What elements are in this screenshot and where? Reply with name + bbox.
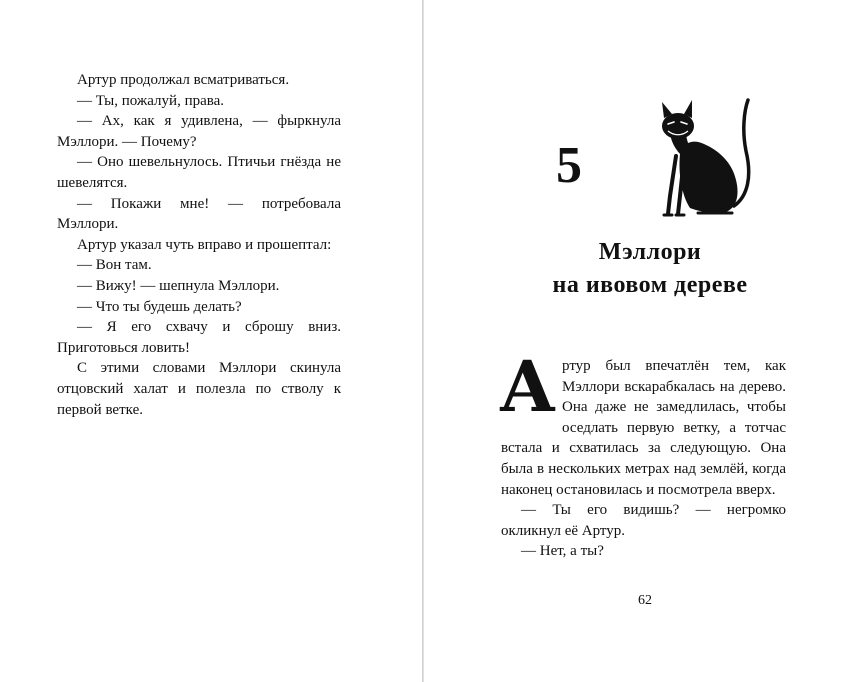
right-page <box>424 0 847 682</box>
paragraph: — Оно шевельнулось. Птичьи гнёзда не шевелятся. <box>57 154 341 191</box>
right-page-text <box>499 345 786 562</box>
paragraph: — Что ты будешь делать? <box>77 298 242 315</box>
chapter-title-line: Мэллори <box>598 239 702 265</box>
paragraph: — Я его схвачу и сброшу вниз. Приготовься ловить! <box>57 319 341 356</box>
chapter-number: 5 <box>556 137 582 194</box>
paragraph: — Вижу! — шепнула Мэллори. <box>77 277 280 294</box>
paragraph: — Ах, как я удивлена, — фыркнула Мэллори. — Почему? <box>57 113 341 150</box>
paragraph: — Ты его видишь? — негромко окликнул её Артур. <box>501 502 786 539</box>
cat-icon <box>652 96 756 220</box>
paragraph: Артур продолжал всматриваться. <box>77 72 290 88</box>
first-paragraph <box>499 345 786 500</box>
left-page <box>0 0 422 682</box>
paragraph: — Покажи мне! — потребовала Мэллори. <box>57 195 341 233</box>
paragraph: — Нет, а ты? <box>521 543 604 560</box>
page-number: 62 <box>638 593 652 608</box>
chapter-title <box>500 236 800 302</box>
paragraph: — Вон там. <box>77 257 152 274</box>
chapter-title-line: на ивовом дереве <box>552 272 748 298</box>
paragraph: Артур указал чуть вправо и прошептал: <box>77 236 332 253</box>
drop-cap: А <box>499 345 557 428</box>
paragraph: С этими словами Мэллори скинула отцовский халат и полезла по стволу к первой ветке. <box>57 360 341 418</box>
left-page-text <box>57 70 341 420</box>
paragraph: — Ты, пожалуй, права. <box>77 92 225 109</box>
first-paragraph-text: ртур был впечатлён тем, как Мэллори вскарабкалась на дерево. Она даже не замедлилась, чтобы оседлать первую ветку, а тотчас встала и схватилась за следующую. Она была в нескольких метрах над землёй, когда наконец остановилась и посмотрела вверх. <box>501 358 786 498</box>
